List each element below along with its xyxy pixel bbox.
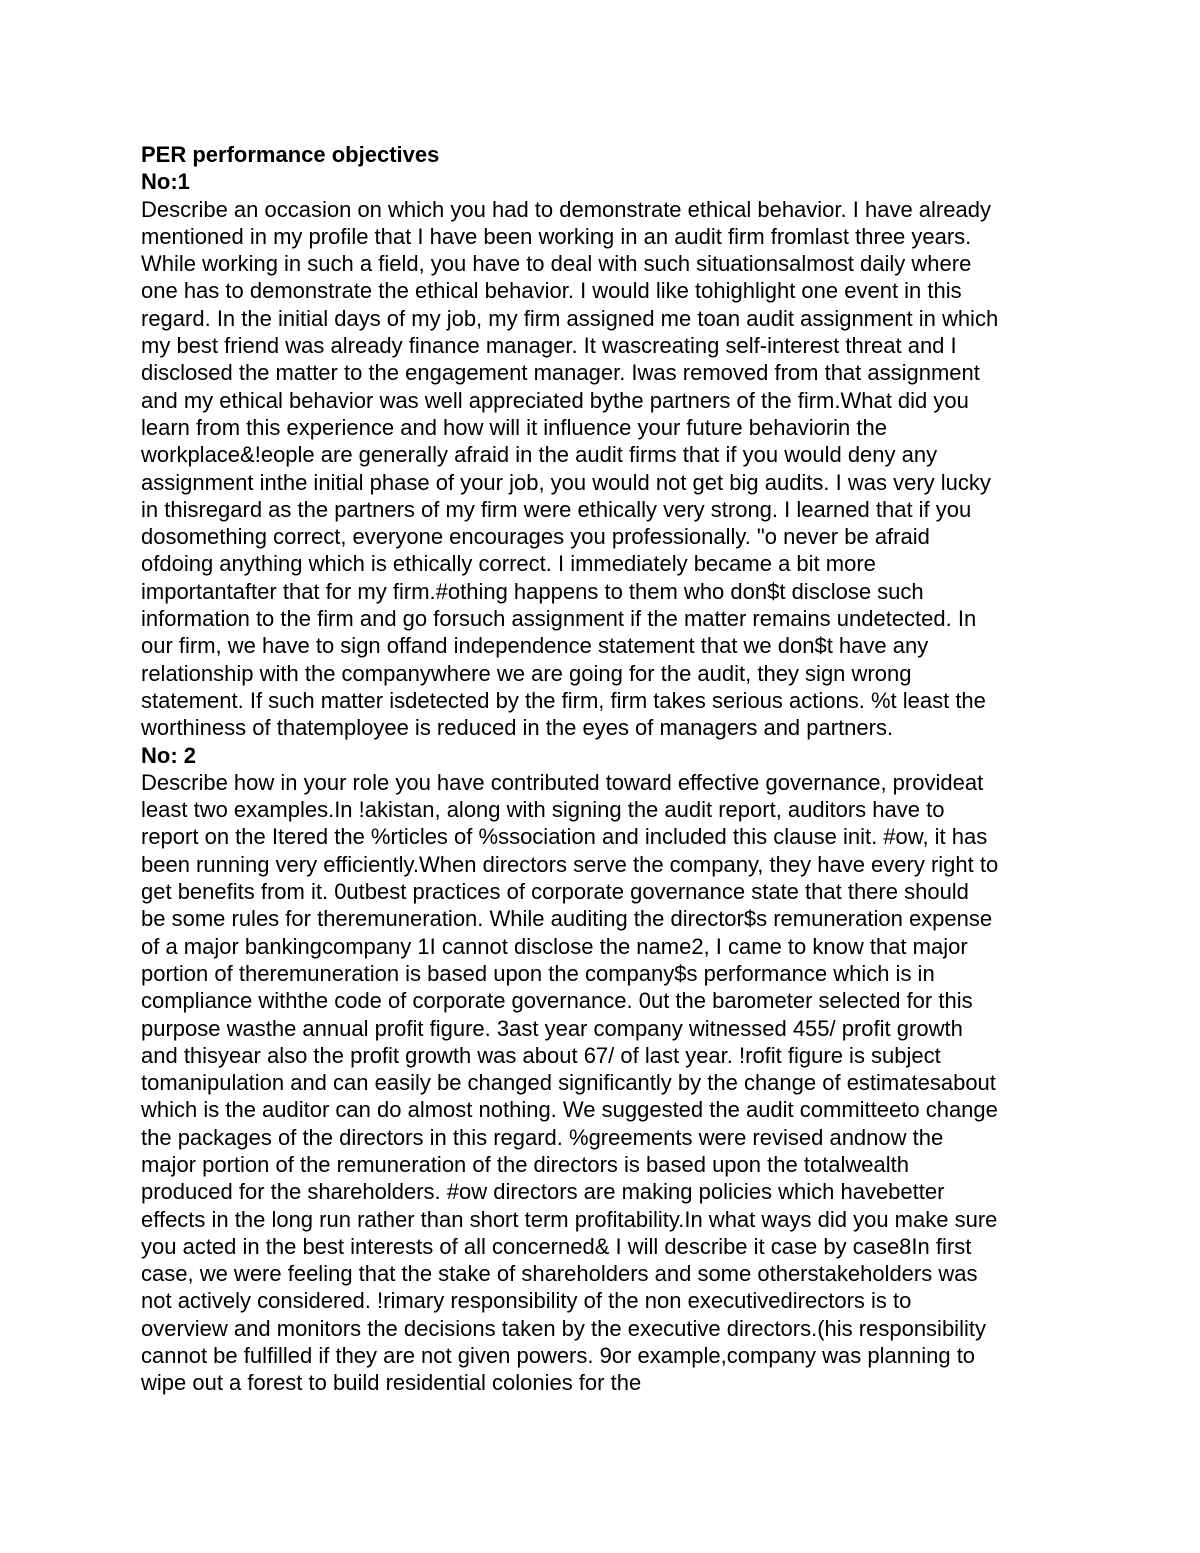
paragraph-line: cannot be fulfilled if they are not given powers. 9or example,company was planning to	[141, 1343, 976, 1369]
paragraph-line: purpose wasthe annual profit figure. 3ast year company witnessed 455/ profit growth	[141, 1015, 963, 1041]
paragraph-line: report on the Itered the %rticles of %ssociation and included this clause init. #ow, it has	[141, 824, 988, 850]
paragraph-line: wipe out a forest to build residential colonies for the	[141, 1370, 642, 1396]
paragraph-line: case, we were feeling that the stake of shareholders and some otherstakeholders was	[141, 1261, 978, 1287]
paragraph-line: produced for the shareholders. #ow directors are making policies which havebetter	[141, 1179, 945, 1205]
section-heading: No: 2	[141, 742, 196, 768]
section-paragraph	[141, 769, 1066, 1397]
paragraph-line: Describe an occasion on which you had to demonstrate ethical behavior. I have already	[141, 196, 991, 222]
paragraph-line: major portion of the remuneration of the directors is based upon the totalwealth	[141, 1151, 910, 1177]
document-title: PER performance objectives	[141, 142, 440, 167]
paragraph-line: be some rules for theremuneration. While auditing the director$s remuneration expense	[141, 906, 993, 932]
paragraph-line: get benefits from it. 0utbest practices of corporate governance state that there should	[141, 879, 969, 905]
paragraph-line: workplace&!eople are generally afraid in the audit firms that if you would deny any	[141, 442, 938, 468]
paragraph-line: compliance withthe code of corporate governance. 0ut the barometer selected for this	[141, 988, 973, 1014]
paragraph-line: which is the auditor can do almost nothing. We suggested the audit committeeto change	[141, 1097, 998, 1123]
paragraph-line: least two examples.In !akistan, along with signing the audit report, auditors have to	[141, 797, 945, 823]
section-1	[141, 168, 1066, 741]
paragraph-line: mentioned in my profile that I have been working in an audit firm fromlast three years.	[141, 223, 972, 249]
section-heading: No:1	[141, 169, 190, 195]
paragraph-line: statement. If such matter isdetected by the firm, firm takes serious actions. %t least the	[141, 687, 986, 713]
paragraph-line: ofdoing anything which is ethically correct. I immediately became a bit more	[141, 551, 876, 577]
paragraph-line: and thisyear also the profit growth was about 67/ of last year. !rofit figure is subject	[141, 1042, 941, 1068]
paragraph-line: the packages of the directors in this regard. %greements were revised andnow the	[141, 1124, 944, 1150]
paragraph-line: been running very efficiently.When directors serve the company, they have every right to	[141, 851, 999, 877]
paragraph-line: my best friend was already finance manager. It wascreating self-interest threat and I	[141, 333, 957, 359]
paragraph-line: of a major bankingcompany 1I cannot disclose the name2, I came to know that major	[141, 933, 968, 959]
paragraph-line: information to the firm and go forsuch assignment if the matter remains undetected. In	[141, 606, 977, 632]
paragraph-line: importantafter that for my firm.#othing happens to them who don$t disclose such	[141, 578, 924, 604]
paragraph-line: assignment inthe initial phase of your job, you would not get big audits. I was very lucky	[141, 469, 991, 495]
paragraph-line: tomanipulation and can easily be changed significantly by the change of estimatesabout	[141, 1070, 996, 1096]
paragraph-line: relationship with the companywhere we are going for the audit, they sign wrong	[141, 660, 912, 686]
paragraph-line: overview and monitors the decisions taken by the executive directors.(his responsibility	[141, 1315, 986, 1341]
section-paragraph	[141, 196, 1066, 742]
paragraph-line: disclosed the matter to the engagement manager. Iwas removed from that assignment	[141, 360, 980, 386]
paragraph-line: learn from this experience and how will it influence your future behaviorin the	[141, 414, 887, 440]
paragraph-line: dosomething correct, everyone encourages you professionally. "o never be afraid	[141, 524, 930, 550]
paragraph-line: regard. In the initial days of my job, my firm assigned me toan audit assignment in which	[141, 305, 999, 331]
paragraph-line: portion of theremuneration is based upon the company$s performance which is in	[141, 960, 935, 986]
paragraph-line: worthiness of thatemployee is reduced in the eyes of managers and partners.	[141, 715, 894, 741]
paragraph-line: not actively considered. !rimary responsibility of the non executivedirectors is to	[141, 1288, 912, 1314]
paragraph-line: effects in the long run rather than short term profitability.In what ways did you make sure	[141, 1206, 998, 1232]
document-body	[141, 141, 1066, 1397]
paragraph-line: While working in such a field, you have to deal with such situationsalmost daily where	[141, 251, 972, 277]
paragraph-line: in thisregard as the partners of my firm were ethically very strong. I learned that if you	[141, 496, 972, 522]
paragraph-line: Describe how in your role you have contributed toward effective governance, provideat	[141, 769, 984, 795]
paragraph-line: you acted in the best interests of all concerned& I will describe it case by case8In first	[141, 1233, 972, 1259]
section-2	[141, 742, 1066, 1397]
paragraph-line: one has to demonstrate the ethical behavior. I would like tohighlight one event in this	[141, 278, 962, 304]
paragraph-line: our firm, we have to sign offand independence statement that we don$t have any	[141, 633, 929, 659]
paragraph-line: and my ethical behavior was well appreciated bythe partners of the firm.What did you	[141, 387, 969, 413]
